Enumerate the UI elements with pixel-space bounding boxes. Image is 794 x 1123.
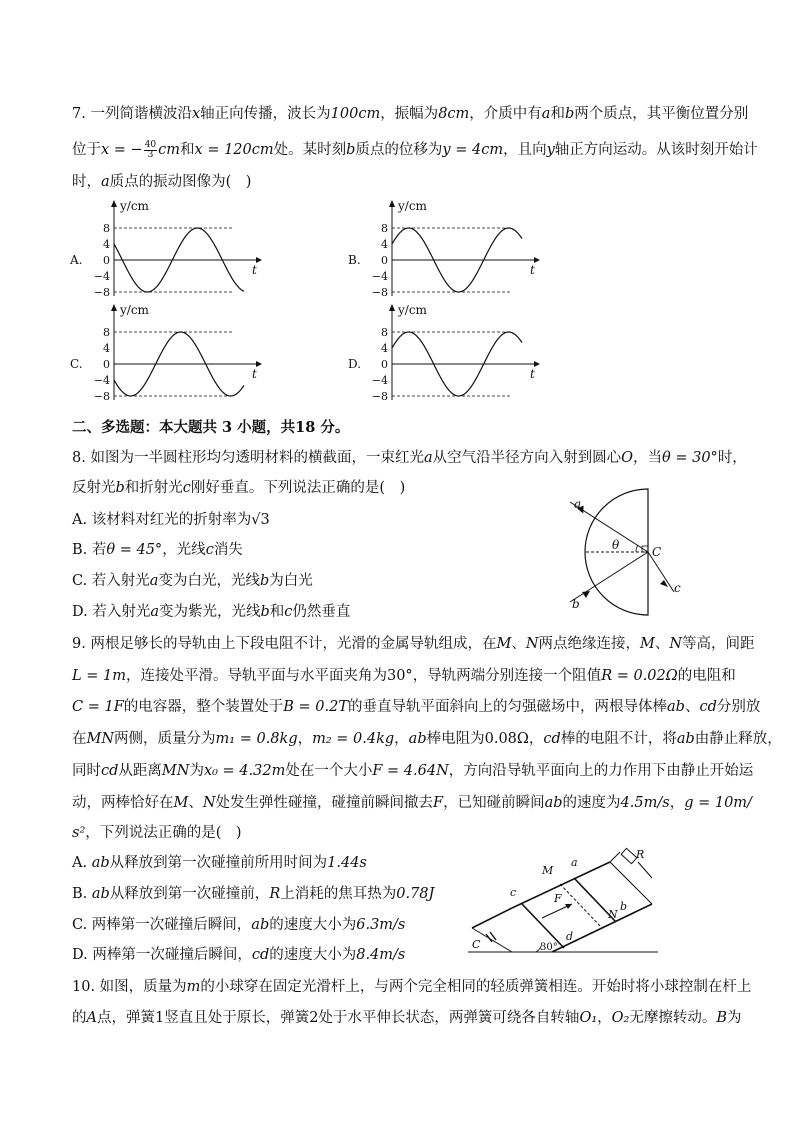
math: N <box>525 636 539 652</box>
text: ， <box>597 1010 612 1026</box>
q9-line-6 <box>72 793 752 813</box>
math: x <box>191 106 201 122</box>
q7-line-1 <box>72 104 748 124</box>
label-a: a <box>574 497 582 511</box>
text: 从释放到第一次碰撞前所用时间为 <box>109 855 328 871</box>
math: 4.5m/s <box>620 795 670 811</box>
label-d: d <box>566 930 574 943</box>
y-tick-label: −8 <box>93 390 110 403</box>
x-axis-arrow <box>534 361 540 367</box>
text: 7. 一列简谐横波沿 <box>72 106 192 122</box>
math: C = 1F <box>72 699 124 715</box>
math: 100cm <box>330 106 381 122</box>
option-label: A. <box>70 253 83 267</box>
math: 30° <box>386 668 413 684</box>
math: 0.08Ω <box>484 731 529 747</box>
text: 分别放 <box>716 699 761 715</box>
math: a <box>541 106 551 122</box>
math: ab <box>544 795 563 811</box>
math: m <box>186 979 201 995</box>
math: y <box>546 142 555 158</box>
math: M <box>640 636 655 652</box>
text: 在 <box>72 731 87 747</box>
q8-figure <box>556 488 706 628</box>
q8-option-a <box>72 510 270 530</box>
q9-option-c <box>72 915 405 935</box>
text: 从释放到第一次碰撞前， <box>109 886 270 902</box>
y-tick-label: −8 <box>371 286 388 299</box>
text: 无摩擦转动。 <box>629 1010 717 1026</box>
ray-b <box>570 552 648 602</box>
math: cd <box>699 699 717 715</box>
section-header: 二、多选题：本大题共 3 小题，共18 分。 <box>72 419 350 436</box>
x-axis-arrow <box>256 257 262 263</box>
capacitor-plate-1 <box>486 934 492 942</box>
math: F <box>433 795 444 811</box>
text: 反射光 <box>72 480 116 496</box>
label-angle: 30° <box>540 942 558 953</box>
text: 质点的振动图像为( ) <box>109 174 252 190</box>
x-axis-label: t <box>530 263 535 277</box>
math: b <box>259 573 270 589</box>
text: ，介质中有 <box>469 106 542 122</box>
math: a <box>149 573 159 589</box>
y-tick-label: 8 <box>103 326 110 339</box>
q8-option-d <box>72 602 350 622</box>
math: θ = 30° <box>662 450 718 466</box>
math: b <box>115 480 125 496</box>
q9-figure <box>462 848 677 966</box>
math: m₂ = 0.4kg <box>312 731 395 747</box>
fraction <box>144 141 157 160</box>
text: 处发生弹性碰撞，碰撞前瞬间撤去 <box>215 795 434 811</box>
q9-line-2 <box>72 666 736 686</box>
text: 两侧，质量分为 <box>114 731 216 747</box>
text: ，当 <box>633 450 662 466</box>
x-axis-arrow <box>534 257 540 263</box>
q10-line-1 <box>72 977 751 997</box>
math: F = 4.64N <box>372 763 449 779</box>
text: C. 两棒第一次碰撞后瞬间， <box>72 917 252 933</box>
text: 位于 <box>72 142 101 158</box>
graph-option-a <box>70 198 260 298</box>
math: MN <box>161 763 190 779</box>
math: c <box>182 480 191 496</box>
y-tick-label: 4 <box>381 342 388 355</box>
math: x = 120cm <box>194 142 274 158</box>
math: O₂ <box>611 1010 630 1026</box>
text: 的小球穿在固定光滑杆上，与两个完全相同的轻质弹簧相连。开始时将小球控制在杆上 <box>200 979 752 995</box>
y-tick-label: 0 <box>381 254 388 267</box>
math: y = 4cm <box>442 142 504 158</box>
y-tick-label: 0 <box>103 358 110 371</box>
text: A. 该材料对红光的折射率为 <box>72 512 252 528</box>
q9-option-b <box>72 884 434 904</box>
y-tick-label: 8 <box>103 222 110 235</box>
text: 由静止释放， <box>694 731 782 747</box>
text: 时， <box>717 450 747 466</box>
resistor <box>621 848 637 863</box>
label-R: R <box>636 848 645 861</box>
text: 轴正向传播，波长为 <box>200 106 331 122</box>
text: 、 <box>188 795 203 811</box>
resistor-lead-2 <box>638 862 652 878</box>
rail-end-right <box>610 862 652 904</box>
y-axis-arrow <box>111 200 117 207</box>
y-tick-label: −8 <box>93 286 110 299</box>
text: B. 若 <box>72 542 107 558</box>
text: 质点的位移为 <box>355 142 443 158</box>
text: 处。某时刻 <box>273 142 347 158</box>
label-a: a <box>571 856 578 869</box>
text: 棒的电阻不计，将 <box>560 731 677 747</box>
y-axis-label: y/cm <box>120 199 149 213</box>
text: 和 <box>180 142 195 158</box>
text: 10. 如图，质量为 <box>72 979 187 995</box>
label-M: M <box>542 864 554 877</box>
q10-line-2 <box>72 1008 742 1028</box>
text: 上消耗的焦耳热为 <box>280 886 397 902</box>
text: ，振幅为 <box>380 106 439 122</box>
q8-option-c <box>72 571 313 591</box>
math: O₁ <box>579 1010 598 1026</box>
q9-option-a <box>72 853 367 873</box>
text: 处在一个大小 <box>285 763 373 779</box>
y-axis-arrow <box>389 304 395 311</box>
text: C. 若入射光 <box>72 573 150 589</box>
math: MN <box>86 731 115 747</box>
y-tick-label: −4 <box>93 270 110 283</box>
math: cd <box>251 947 270 963</box>
math: B = 0.2T <box>283 699 349 715</box>
math: b <box>564 106 575 122</box>
text: 仍然垂直 <box>292 604 351 620</box>
q9-option-d <box>72 945 405 965</box>
y-tick-label: −4 <box>93 374 110 387</box>
math: 8cm <box>438 106 470 122</box>
label-N: N <box>608 908 618 921</box>
fraction-denominator: 3 <box>147 149 154 160</box>
y-tick-label: 0 <box>103 254 110 267</box>
math: M <box>173 795 189 811</box>
option-label: D. <box>348 357 362 371</box>
y-tick-label: 4 <box>103 342 110 355</box>
text: 、 <box>654 636 670 652</box>
text: ， <box>669 795 685 811</box>
math: ab <box>91 886 110 902</box>
q9-line-4 <box>72 729 782 749</box>
text: ，连接处平滑。导轨平面与水平面夹角为 <box>125 668 387 684</box>
q8-line-2 <box>72 478 405 498</box>
math: ab <box>251 917 270 933</box>
math: cm <box>158 142 181 158</box>
math: ab <box>676 731 695 747</box>
text: 为白光 <box>269 573 313 589</box>
math: ab <box>408 731 427 747</box>
text: 点，弹簧1竖直且处于原长，弹簧2处于水平伸长状态，两弹簧可绕各自转轴 <box>96 1010 580 1026</box>
text: ，导轨两端分别连接一个阻值 <box>412 668 602 684</box>
y-axis-arrow <box>111 304 117 311</box>
math: ab <box>91 855 110 871</box>
text: 变为白光，光线 <box>158 573 260 589</box>
math: θ = 45° <box>106 542 163 558</box>
x-axis-arrow <box>256 361 262 367</box>
math: A <box>86 1010 97 1026</box>
math: a <box>150 604 159 620</box>
math: L = 1m <box>72 668 126 684</box>
y-axis-label: y/cm <box>398 303 427 317</box>
text: 消失 <box>213 542 243 558</box>
text: 的 <box>72 1010 87 1026</box>
text: ，下列说法正确的是( ) <box>85 825 242 841</box>
math: b <box>260 604 270 620</box>
q8-line-1 <box>72 448 747 468</box>
text: 变为紫光，光线 <box>158 604 261 620</box>
text: 和折射光 <box>124 480 183 496</box>
text: 和 <box>550 106 565 122</box>
y-tick-label: 8 <box>381 222 388 235</box>
math: b <box>346 142 356 158</box>
math: O <box>621 450 633 466</box>
math: √3 <box>251 512 270 528</box>
label-theta: θ <box>612 538 620 552</box>
text: 为 <box>727 1010 742 1026</box>
math: 6.3m/s <box>356 917 406 933</box>
text: 9. 两根足够长的导轨由上下段电阻不计，光滑的金属导轨组成，在 <box>72 636 497 652</box>
math: m₁ = 0.8kg <box>215 731 298 747</box>
math: 8.4m/s <box>356 947 406 963</box>
text: 两点绝缘连接， <box>538 636 640 652</box>
label-b: b <box>620 900 628 913</box>
q9-line-3 <box>72 697 760 717</box>
text: 刚好垂直。下列说法正确的是( ) <box>190 480 406 496</box>
y-tick-label: 4 <box>381 238 388 251</box>
x-axis-label: t <box>530 367 535 381</box>
text: 时， <box>72 174 101 190</box>
math: B <box>716 1010 727 1026</box>
graph-option-b <box>348 198 538 298</box>
text: D. 若入射光 <box>72 604 151 620</box>
y-tick-label: −8 <box>371 390 388 403</box>
text: 同时 <box>72 763 101 779</box>
text: ， <box>394 731 409 747</box>
text: 8. 如图为一半圆柱形均匀透明材料的横截面，一束红光 <box>72 450 424 466</box>
text: 为 <box>189 763 204 779</box>
y-axis-label: y/cm <box>120 303 149 317</box>
text: D. 两棒第一次碰撞后瞬间， <box>72 947 252 963</box>
y-tick-label: 4 <box>103 238 110 251</box>
label-C: C <box>472 938 481 951</box>
resistor-lead <box>610 852 620 862</box>
text: ，已知碰前瞬间 <box>443 795 545 811</box>
label-b: b <box>572 597 580 611</box>
text: ， <box>297 731 313 747</box>
math: a <box>101 174 110 190</box>
text: 的电容器，整个装置处于 <box>123 699 284 715</box>
text: 从距离 <box>118 763 162 779</box>
fraction-numerator: 40 <box>144 139 157 150</box>
y-tick-label: −4 <box>371 270 388 283</box>
graph-option-c <box>70 302 260 402</box>
math: N <box>669 636 683 652</box>
label-F: F <box>554 892 562 905</box>
math: g = 10m/ <box>684 795 752 811</box>
option-label: B. <box>348 253 361 267</box>
label-C: C <box>652 545 662 559</box>
text: 动，两棒恰好在 <box>72 795 174 811</box>
text: 等高，间距 <box>682 636 755 652</box>
text: 的速度为 <box>562 795 621 811</box>
math: a <box>423 450 433 466</box>
math: M <box>496 636 512 652</box>
option-label: C. <box>70 357 83 371</box>
text: ，方向沿导轨平面向上的力作用下由静止开始运 <box>448 763 754 779</box>
graph-option-d <box>348 302 538 402</box>
math: x = − <box>101 142 143 158</box>
q9-line-5 <box>72 761 753 781</box>
math: ab <box>667 699 685 715</box>
y-tick-label: 8 <box>381 326 388 339</box>
text: A. <box>72 855 92 871</box>
q9-line-7 <box>72 823 242 843</box>
math: R <box>269 886 281 902</box>
text: 的速度大小为 <box>269 947 357 963</box>
text: 轴正方向运动。从该时刻开始计 <box>554 142 758 158</box>
x-axis-label: t <box>252 367 257 381</box>
label-c: c <box>510 886 517 899</box>
q8-option-b <box>72 540 243 560</box>
math: c <box>205 542 214 558</box>
text: ，光线 <box>162 542 206 558</box>
text: 的速度大小为 <box>269 917 357 933</box>
text: 、 <box>511 636 526 652</box>
math: x₀ = 4.32m <box>203 763 286 779</box>
label-c: c <box>674 581 681 595</box>
math: s² <box>72 825 86 841</box>
text: 和 <box>269 604 285 620</box>
text: 的电阻和 <box>677 668 736 684</box>
y-tick-label: −4 <box>371 374 388 387</box>
math: R = 0.02Ω <box>601 668 678 684</box>
arrow-b <box>582 591 590 598</box>
rail-upper-low <box>472 908 512 928</box>
math: 1.44s <box>327 855 367 871</box>
text: ， <box>528 731 544 747</box>
text: 棒电阻为 <box>426 731 485 747</box>
math: cd <box>543 731 561 747</box>
text: ，且向 <box>503 142 547 158</box>
math: 0.78J <box>396 886 435 902</box>
text: 、 <box>684 699 700 715</box>
text: 的垂直导轨平面斜向上的匀强磁场中，两根导体棒 <box>348 699 668 715</box>
text: 两个质点，其平衡位置分别 <box>574 106 749 122</box>
q7-line-2 <box>72 140 758 160</box>
theta-arc <box>636 545 638 552</box>
q9-line-1 <box>72 634 755 654</box>
q7-line-3 <box>72 172 251 192</box>
math: cd <box>101 763 119 779</box>
y-tick-label: 0 <box>381 358 388 371</box>
text: B. <box>72 886 92 902</box>
y-axis-arrow <box>389 200 395 207</box>
text: 从空气沿半径方向入射到圆心 <box>432 450 622 466</box>
y-axis-label: y/cm <box>398 199 427 213</box>
math: N <box>202 795 216 811</box>
x-axis-label: t <box>252 263 257 277</box>
math: c <box>284 604 293 620</box>
